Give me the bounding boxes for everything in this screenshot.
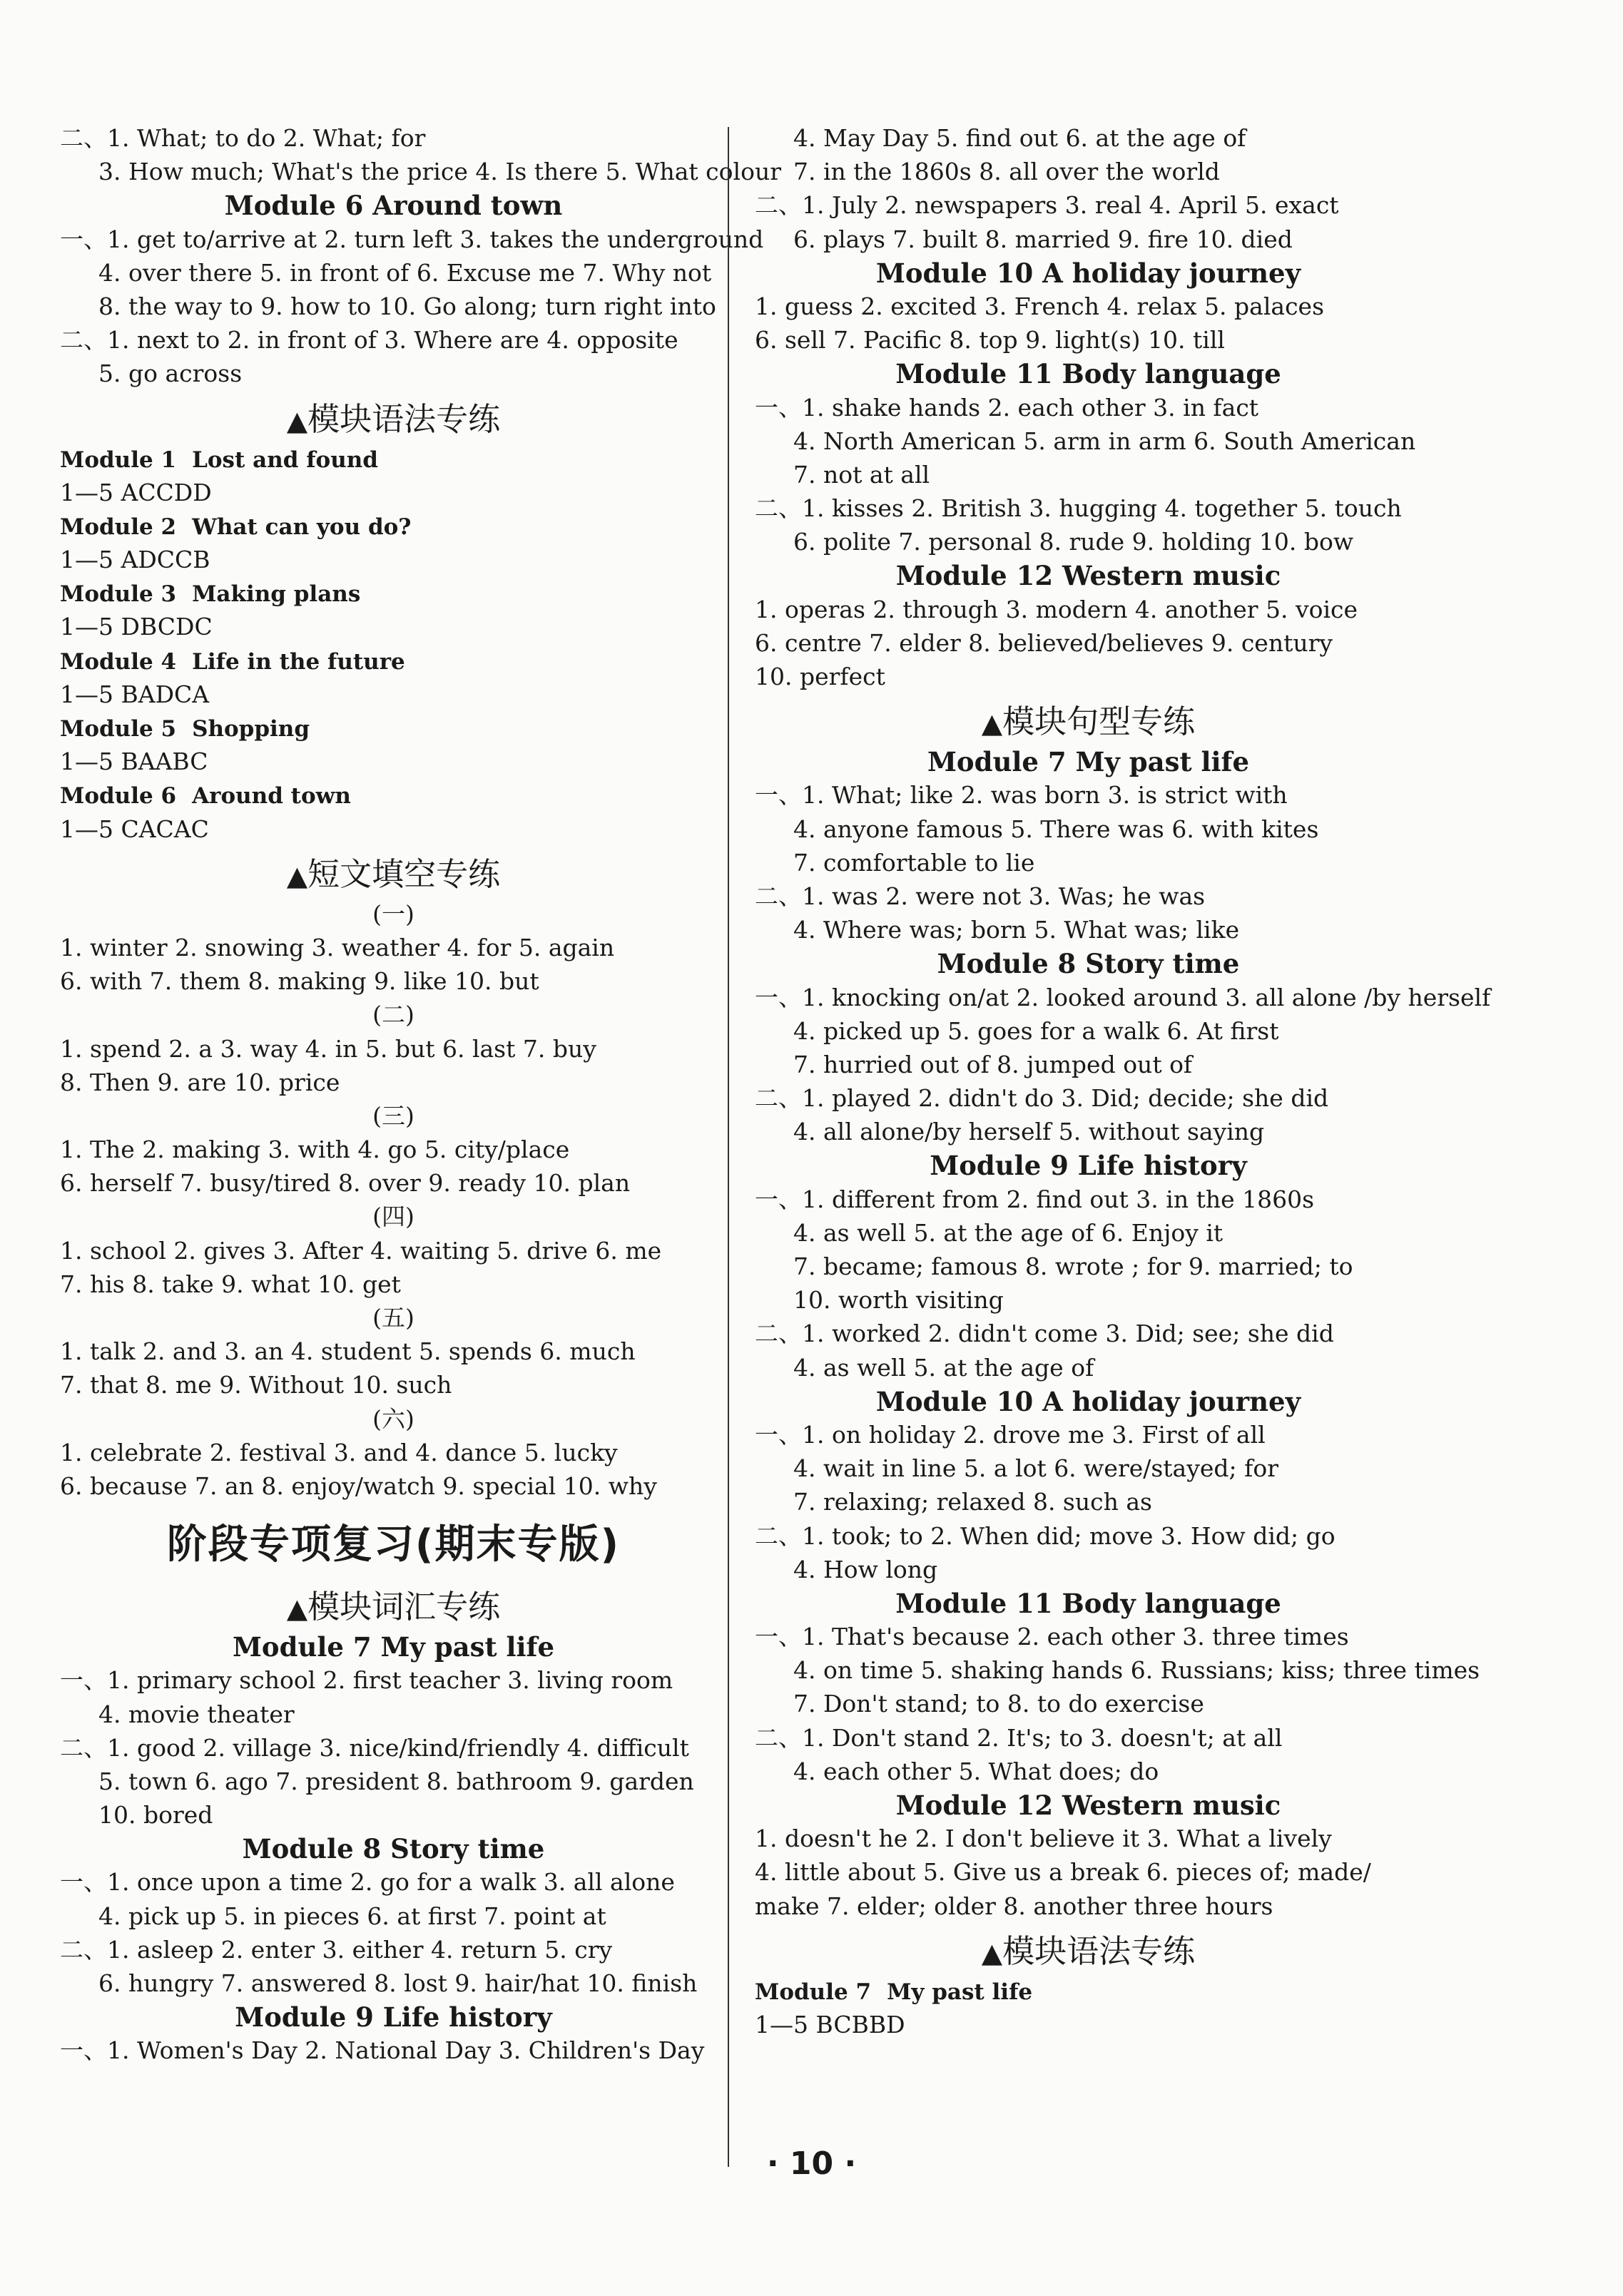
answer-line: 4. How long	[793, 1555, 938, 1583]
answer-line: 4. on time 5. shaking hands 6. Russians; kiss; three times	[793, 1656, 1480, 1685]
answer-line: 1—5 ADCCB	[60, 546, 210, 574]
answer-line: 6. because 7. an 8. enjoy/watch 9. special 10. why	[60, 1471, 657, 1500]
answer-line: 一、1. primary school 2. first teacher 3. living room	[60, 1666, 673, 1695]
passage-number: (三)	[372, 1101, 414, 1130]
module-title: What can you do?	[192, 514, 412, 540]
module-subheading	[60, 576, 727, 610]
answer-line: 二、1. kisses 2. British 3. hugging 4. together 5. touch	[755, 494, 1402, 523]
answer-line: 1—5 BCBBD	[755, 2010, 905, 2039]
module-label: Module 7	[755, 1979, 872, 2005]
section-heading	[60, 1584, 727, 1630]
answer-line: 8. Then 9. are 10. price	[60, 1068, 340, 1096]
answer-line: 二、1. What; to do 2. What; for	[60, 124, 426, 152]
answer-line: 1. doesn't he 2. I don't believe it 3. What a lively	[755, 1825, 1332, 1853]
module-heading: Module 8 Story time	[937, 948, 1240, 980]
module-subheading	[60, 778, 727, 812]
module-label: Module 5	[60, 716, 177, 742]
answer-line: 二、1. took; to 2. When did; move 3. How did; go	[755, 1521, 1335, 1550]
answer-line: 一、1. once upon a time 2. go for a walk 3. all alone	[60, 1868, 675, 1897]
answer-line: 一、1. shake hands 2. each other 3. in fact	[755, 393, 1259, 422]
section-heading-text: 模块语法专练	[307, 399, 501, 438]
answer-line: 一、1. get to/arrive at 2. turn left 3. takes the underground	[60, 225, 764, 253]
triangle-icon: ▲	[286, 404, 308, 437]
answer-line: 二、1. played 2. didn't do 3. Did; decide; she did	[755, 1084, 1329, 1113]
answer-line: 6. hungry 7. answered 8. lost 9. hair/hat 10. finish	[98, 1969, 698, 1997]
answer-line: 一、1. different from 2. find out 3. in the 1860s	[755, 1185, 1315, 1213]
answer-line: 4. little about 5. Give us a break 6. pieces of; made/	[755, 1858, 1371, 1887]
answer-line: 4. North American 5. arm in arm 6. South American	[793, 427, 1416, 455]
module-subheading	[60, 711, 727, 745]
module-label: Module 3	[60, 581, 177, 608]
module-label: Module 6	[60, 783, 177, 810]
module-subheading	[60, 509, 727, 543]
answer-line: 6. centre 7. elder 8. believed/believes 9. century	[755, 628, 1333, 657]
section-heading	[755, 699, 1422, 745]
answer-line: 4. anyone famous 5. There was 6. with kites	[793, 815, 1319, 843]
answer-line: 6. plays 7. built 8. married 9. fire 10. died	[793, 225, 1293, 253]
section-heading	[755, 1929, 1422, 1974]
module-heading: Module 10 A holiday journey	[875, 1385, 1301, 1417]
module-title: Shopping	[192, 716, 310, 742]
module-subheading	[60, 644, 727, 678]
passage-number: (一)	[372, 899, 414, 928]
page-number: · 10 ·	[766, 2146, 857, 2182]
answer-line: 4. as well 5. at the age of	[793, 1353, 1094, 1382]
answer-line: 4. each other 5. What does; do	[793, 1757, 1159, 1785]
answer-line: 6. with 7. them 8. making 9. like 10. but	[60, 967, 539, 996]
passage-number: (六)	[372, 1404, 414, 1433]
module-title: Lost and found	[192, 447, 378, 473]
answer-line: 7. that 8. me 9. Without 10. such	[60, 1371, 452, 1399]
answer-line: 3. How much; What's the price 4. Is there 5. What colour	[98, 158, 781, 186]
answer-line: 7. became; famous 8. wrote ; for 9. married; to	[793, 1252, 1353, 1280]
answer-line: 4. pick up 5. in pieces 6. at first 7. point at	[98, 1902, 606, 1930]
answer-line: 二、1. worked 2. didn't come 3. Did; see; she did	[755, 1320, 1334, 1348]
answer-line: 二、1. asleep 2. enter 3. either 4. return 5. cry	[60, 1935, 613, 1964]
section-heading-text: 模块语法专练	[1002, 1932, 1196, 1970]
section-heading-text: 模块词汇专练	[307, 1588, 501, 1626]
answer-line: 7. his 8. take 9. what 10. get	[60, 1270, 401, 1298]
module-title: Life in the future	[192, 648, 405, 675]
module-heading: Module 12 Western music	[895, 1790, 1281, 1821]
answer-line: 一、1. Women's Day 2. National Day 3. Children's Day	[60, 2036, 705, 2065]
module-title: My past life	[887, 1979, 1033, 2005]
answer-line: 10. bored	[98, 1801, 213, 1830]
answer-line: 一、1. on holiday 2. drove me 3. First of all	[755, 1420, 1266, 1449]
answer-line: 二、1. good 2. village 3. nice/kind/friendly 4. difficult	[60, 1733, 689, 1762]
answer-line: 1. celebrate 2. festival 3. and 4. dance 5. lucky	[60, 1438, 618, 1466]
chapter-title: 阶段专项复习(期末专版)	[166, 1521, 621, 1568]
triangle-icon: ▲	[981, 1937, 1003, 1969]
module-heading: Module 10 A holiday journey	[875, 257, 1301, 289]
module-title: Around town	[192, 783, 351, 810]
answer-line: 1. spend 2. a 3. way 4. in 5. but 6. last 7. buy	[60, 1034, 596, 1063]
answer-line: 1. operas 2. through 3. modern 4. another 5. voice	[755, 595, 1358, 623]
section-heading-text: 模块句型专练	[1002, 703, 1196, 741]
answer-line: 4. Where was; born 5. What was; like	[793, 916, 1240, 944]
module-heading: Module 6 Around town	[224, 190, 563, 222]
answer-line: 1—5 ACCDD	[60, 478, 212, 506]
answer-line: 二、1. July 2. newspapers 3. real 4. April 5. exact	[755, 191, 1339, 220]
module-heading: Module 8 Story time	[242, 1833, 545, 1865]
answer-line: 8. the way to 9. how to 10. Go along; turn right into	[98, 292, 716, 320]
answer-line: 二、1. was 2. were not 3. Was; he was	[755, 882, 1206, 910]
answer-line: 6. polite 7. personal 8. rude 9. holding 10. bow	[793, 528, 1354, 556]
section-heading	[60, 852, 727, 897]
answer-line: 7. relaxing; relaxed 8. such as	[793, 1488, 1152, 1516]
module-heading: Module 11 Body language	[895, 358, 1281, 390]
module-heading: Module 12 Western music	[895, 560, 1281, 592]
answer-line: 4. May Day 5. find out 6. at the age of	[793, 124, 1246, 152]
answer-line: 4. wait in line 5. a lot 6. were/stayed; for	[793, 1454, 1278, 1483]
answer-line: 7. Don't stand; to 8. to do exercise	[793, 1690, 1204, 1718]
answer-line: 一、1. knocking on/at 2. looked around 3. all alone /by herself	[755, 983, 1491, 1011]
module-heading: Module 11 Body language	[895, 1587, 1281, 1619]
answer-line: 10. perfect	[755, 663, 885, 690]
module-label: Module 4	[60, 648, 177, 675]
answer-line: 4. picked up 5. goes for a walk 6. At first	[793, 1016, 1279, 1045]
section-heading	[60, 397, 727, 442]
answer-line: 4. as well 5. at the age of 6. Enjoy it	[793, 1218, 1223, 1247]
module-heading: Module 9 Life history	[930, 1150, 1247, 1182]
module-heading: Module 9 Life history	[235, 2001, 552, 2034]
answer-line: 4. movie theater	[98, 1700, 295, 1728]
module-heading: Module 7 My past life	[232, 1631, 555, 1663]
answer-line: 7. comfortable to lie	[793, 848, 1035, 877]
answer-line: 一、1. That's because 2. each other 3. three times	[755, 1623, 1349, 1651]
passage-number: (四)	[372, 1203, 414, 1231]
passage-number: (五)	[372, 1304, 414, 1332]
answer-line: 5. town 6. ago 7. president 8. bathroom 9. garden	[98, 1767, 694, 1795]
answer-line: 1—5 CACAC	[60, 815, 209, 843]
answer-line: 7. hurried out of 8. jumped out of	[793, 1050, 1193, 1078]
answer-line: 1—5 BADCA	[60, 680, 210, 708]
triangle-icon: ▲	[286, 859, 308, 892]
module-label: Module 1	[60, 447, 177, 473]
module-title: Making plans	[192, 581, 361, 608]
column-divider	[728, 127, 729, 2167]
passage-number: (二)	[372, 1001, 414, 1029]
answer-line: 1—5 DBCDC	[60, 613, 213, 641]
answer-line: 7. not at all	[793, 460, 930, 489]
answer-line: 10. worth visiting	[793, 1286, 1004, 1315]
answer-line: make 7. elder; older 8. another three hours	[755, 1892, 1273, 1920]
answer-line: 1. talk 2. and 3. an 4. student 5. spends 6. much	[60, 1337, 636, 1366]
answer-line: 6. herself 7. busy/tired 8. over 9. ready 10. plan	[60, 1169, 631, 1198]
answer-line: 1. school 2. gives 3. After 4. waiting 5. drive 6. me	[60, 1236, 662, 1265]
answer-line: 6. sell 7. Pacific 8. top 9. light(s) 10. till	[755, 326, 1225, 354]
answer-line: 二、1. Don't stand 2. It's; to 3. doesn't; at all	[755, 1723, 1283, 1752]
left-column	[60, 121, 781, 2068]
answer-line: 7. in the 1860s 8. all over the world	[793, 158, 1220, 186]
answer-line: 1. The 2. making 3. with 4. go 5. city/place	[60, 1136, 570, 1164]
right-column	[755, 121, 1491, 2041]
answer-line: 5. go across	[98, 359, 243, 388]
answer-line: 1. winter 2. snowing 3. weather 4. for 5. again	[60, 933, 615, 961]
answer-line: 二、1. next to 2. in front of 3. Where are 4. opposite	[60, 326, 678, 354]
triangle-icon: ▲	[981, 708, 1003, 740]
module-heading: Module 7 My past life	[927, 746, 1250, 778]
triangle-icon: ▲	[286, 1593, 308, 1625]
answer-line: 1. guess 2. excited 3. French 4. relax 5. palaces	[755, 292, 1325, 320]
module-subheading	[755, 1974, 1422, 2008]
answer-line: 4. all alone/by herself 5. without saying	[793, 1118, 1265, 1146]
section-heading-text: 短文填空专练	[307, 854, 501, 893]
answer-line: 1—5 BAABC	[60, 748, 208, 776]
module-label: Module 2	[60, 514, 177, 540]
module-subheading	[60, 442, 727, 476]
answer-line: 一、1. What; like 2. was born 3. is strict with	[755, 781, 1288, 810]
answer-line: 4. over there 5. in front of 6. Excuse me 7. Why not	[98, 258, 712, 287]
